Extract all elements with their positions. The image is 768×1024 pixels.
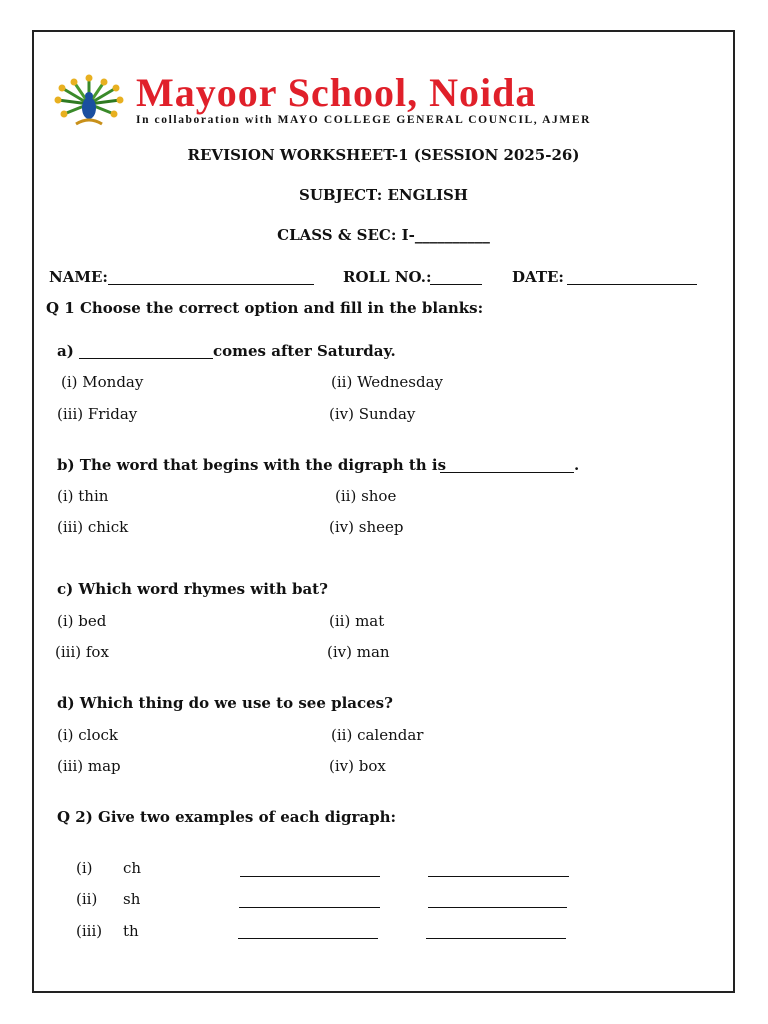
q2-row-2-blank-2[interactable]: [428, 906, 567, 908]
name-label: NAME:: [49, 268, 108, 286]
q1a-option-4: (iv) Sunday: [329, 405, 416, 423]
peacock-logo-icon: [54, 74, 124, 128]
q1c-question: c) Which word rhymes with bat?: [57, 580, 328, 598]
roll-label: ROLL NO.:: [343, 268, 432, 286]
q2-row-1-num: (i): [76, 859, 93, 877]
q1-heading: Q 1 Choose the correct option and fill in the blanks:: [46, 299, 484, 317]
q1b-option-4: (iv) sheep: [329, 518, 404, 536]
q1c-option-4: (iv) man: [327, 643, 390, 661]
q1b-option-2: (ii) shoe: [335, 487, 397, 505]
q2-row-1-digraph: ch: [123, 859, 142, 877]
collaboration-line: In collaboration with MAYO COLLEGE GENERAL COUNCIL, AJMER: [136, 114, 591, 126]
q1d-option-3: (iii) map: [57, 757, 121, 775]
class-section: CLASS & SEC: I-__________: [277, 226, 490, 244]
q1a-option-2: (ii) Wednesday: [331, 373, 443, 391]
q1d-question: d) Which thing do we use to see places?: [57, 694, 393, 712]
q2-row-3-digraph: th: [123, 922, 139, 940]
q1d-option-4: (iv) box: [329, 757, 386, 775]
q2-heading: Q 2) Give two examples of each digraph:: [57, 808, 397, 826]
school-name: Mayoor School, Noida: [136, 70, 537, 115]
q2-row-2-num: (ii): [76, 890, 98, 908]
q1b-option-1: (i) thin: [57, 487, 109, 505]
q2-row-1-blank-2[interactable]: [428, 875, 569, 877]
q1b-question: b) The word that begins with the digraph th is: [57, 456, 447, 474]
name-blank[interactable]: [108, 283, 314, 285]
roll-blank[interactable]: [430, 283, 482, 285]
q2-row-2-blank-1[interactable]: [239, 906, 380, 908]
worksheet-title: REVISION WORKSHEET-1 (SESSION 2025-26): [187, 146, 580, 164]
subject-title: SUBJECT: ENGLISH: [299, 186, 468, 204]
q1a-label: a): [57, 342, 74, 360]
q1a-option-1: (i) Monday: [61, 373, 144, 391]
q1c-option-2: (ii) mat: [329, 612, 385, 630]
date-label: DATE:: [512, 268, 564, 286]
q1a-blank[interactable]: [79, 357, 213, 359]
q1c-option-1: (i) bed: [57, 612, 107, 630]
q1b-option-3: (iii) chick: [57, 518, 129, 536]
q2-row-3-blank-1[interactable]: [238, 937, 378, 939]
q1c-option-3: (iii) fox: [55, 643, 109, 661]
q1b-blank[interactable]: [440, 471, 574, 473]
q1d-option-2: (ii) calendar: [331, 726, 424, 744]
date-blank[interactable]: [567, 283, 697, 285]
q1b-end: .: [574, 456, 580, 474]
q2-row-2-digraph: sh: [123, 890, 141, 908]
page-border: [32, 30, 735, 993]
q1a-question: comes after Saturday.: [213, 342, 396, 360]
q1a-option-3: (iii) Friday: [57, 405, 138, 423]
q1d-option-1: (i) clock: [57, 726, 118, 744]
q2-row-1-blank-1[interactable]: [240, 875, 380, 877]
q2-row-3-blank-2[interactable]: [426, 937, 566, 939]
q2-row-3-num: (iii): [76, 922, 103, 940]
